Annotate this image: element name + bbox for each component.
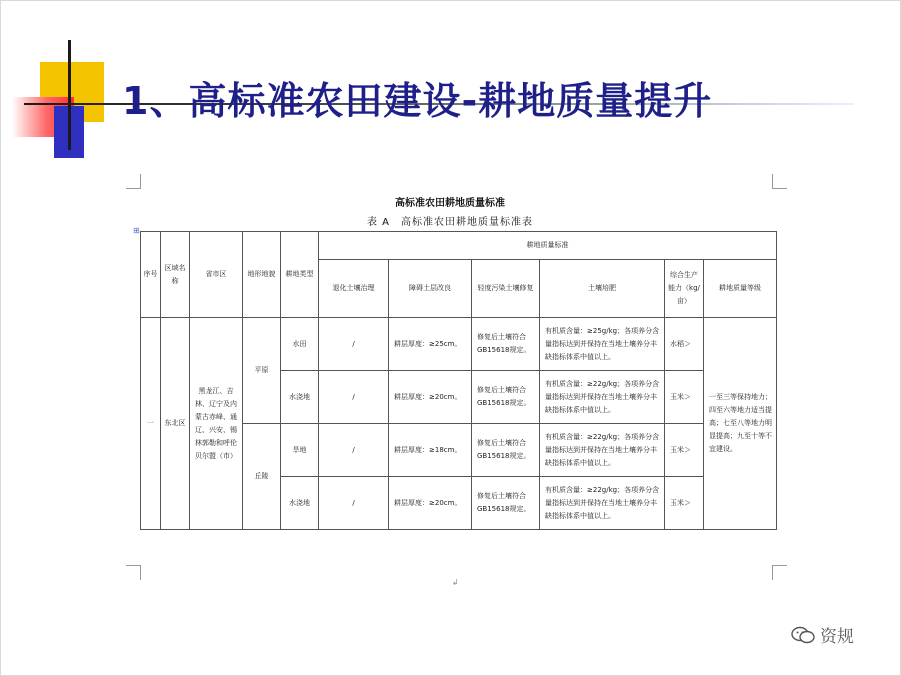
- decor-vertical-line: [68, 40, 71, 150]
- header-capacity: 综合生产能力（kg/亩）: [665, 260, 704, 318]
- cell-capacity: 玉米＞: [665, 424, 704, 477]
- cell-capacity: 玉米＞: [665, 371, 704, 424]
- header-landform: 地形地貌: [243, 232, 281, 318]
- cell-pollution: 修复后土壤符合GB15618规定。: [472, 424, 540, 477]
- watermark-text: 资规: [820, 627, 854, 647]
- cell-grade: 一至三等保持地力；四至六等地力适当提高；七至八等地力明显提高；九至十等不宜建设。: [704, 318, 777, 530]
- document-title: 高标准农田耕地质量标准: [395, 198, 505, 209]
- watermark: [790, 622, 854, 647]
- header-province: 省市区: [190, 232, 243, 318]
- header-degraded: 退化土壤治理: [319, 260, 389, 318]
- cell-landform: 平原: [243, 318, 281, 424]
- table-move-handle-icon[interactable]: ⊞: [133, 226, 140, 235]
- cell-capacity: 玉米＞: [665, 477, 704, 530]
- cell-fertility: 有机质含量：≥25g/kg；各项养分含量指标达到并保持在当地土壤养分丰缺指标体系中值以上。: [540, 318, 665, 371]
- crop-mark-top-right: [772, 174, 787, 189]
- header-land-type: 耕地类型: [281, 232, 319, 318]
- cell-pollution: 修复后土壤符合GB15618规定。: [472, 318, 540, 371]
- table-row: [141, 318, 777, 371]
- table-caption: 表 A 高标准农田耕地质量标准表: [366, 217, 534, 228]
- cell-seq: 一: [141, 318, 161, 530]
- cell-land-type: 水田: [281, 318, 319, 371]
- cell-fertility: 有机质含量：≥22g/kg；各项养分含量指标达到并保持在当地土壤养分丰缺指标体系中值以上。: [540, 424, 665, 477]
- cell-degraded: /: [319, 318, 389, 371]
- header-standard-group: 耕地质量标准: [319, 232, 777, 260]
- cell-degraded: /: [319, 477, 389, 530]
- cell-barrier: 耕层厚度：≥20cm。: [389, 371, 472, 424]
- cell-region: 东北区: [161, 318, 190, 530]
- wechat-icon: [790, 626, 816, 644]
- cell-barrier: 耕层厚度：≥18cm。: [389, 424, 472, 477]
- cell-fertility: 有机质含量：≥22g/kg；各项养分含量指标达到并保持在当地土壤养分丰缺指标体系中值以上。: [540, 477, 665, 530]
- crop-mark-top-left: [126, 174, 141, 189]
- cell-land-type: 水浇地: [281, 477, 319, 530]
- cell-landform: 丘陵: [243, 424, 281, 530]
- cell-provinces: 黑龙江、吉林、辽宁及内蒙古赤峰、通辽、兴安、锡林郭勒和呼伦贝尔盟（市）: [190, 318, 243, 530]
- cell-pollution: 修复后土壤符合GB15618规定。: [472, 371, 540, 424]
- header-region: 区域名称: [161, 232, 190, 318]
- slide-title: 1、高标准农田建设-耕地质量提升: [122, 79, 713, 123]
- header-seq: 序号: [141, 232, 161, 318]
- header-pollution: 轻度污染土壤修复: [472, 260, 540, 318]
- cell-pollution: 修复后土壤符合GB15618规定。: [472, 477, 540, 530]
- cell-capacity: 水稻＞: [665, 318, 704, 371]
- crop-mark-bottom-left: [126, 565, 141, 580]
- header-fertility: 土壤培肥: [540, 260, 665, 318]
- cell-degraded: /: [319, 371, 389, 424]
- paragraph-mark: ↲: [452, 578, 459, 587]
- cell-land-type: 水浇地: [281, 371, 319, 424]
- cell-fertility: 有机质含量：≥22g/kg；各项养分含量指标达到并保持在当地土壤养分丰缺指标体系中值以上。: [540, 371, 665, 424]
- cell-barrier: 耕层厚度：≥25cm。: [389, 318, 472, 371]
- cell-land-type: 旱地: [281, 424, 319, 477]
- quality-standard-table: [140, 231, 777, 530]
- crop-mark-bottom-right: [772, 565, 787, 580]
- cell-degraded: /: [319, 424, 389, 477]
- cell-barrier: 耕层厚度：≥20cm。: [389, 477, 472, 530]
- table-header-row: [141, 232, 777, 260]
- header-grade: 耕地质量等级: [704, 260, 777, 318]
- header-barrier: 障碍土层改良: [389, 260, 472, 318]
